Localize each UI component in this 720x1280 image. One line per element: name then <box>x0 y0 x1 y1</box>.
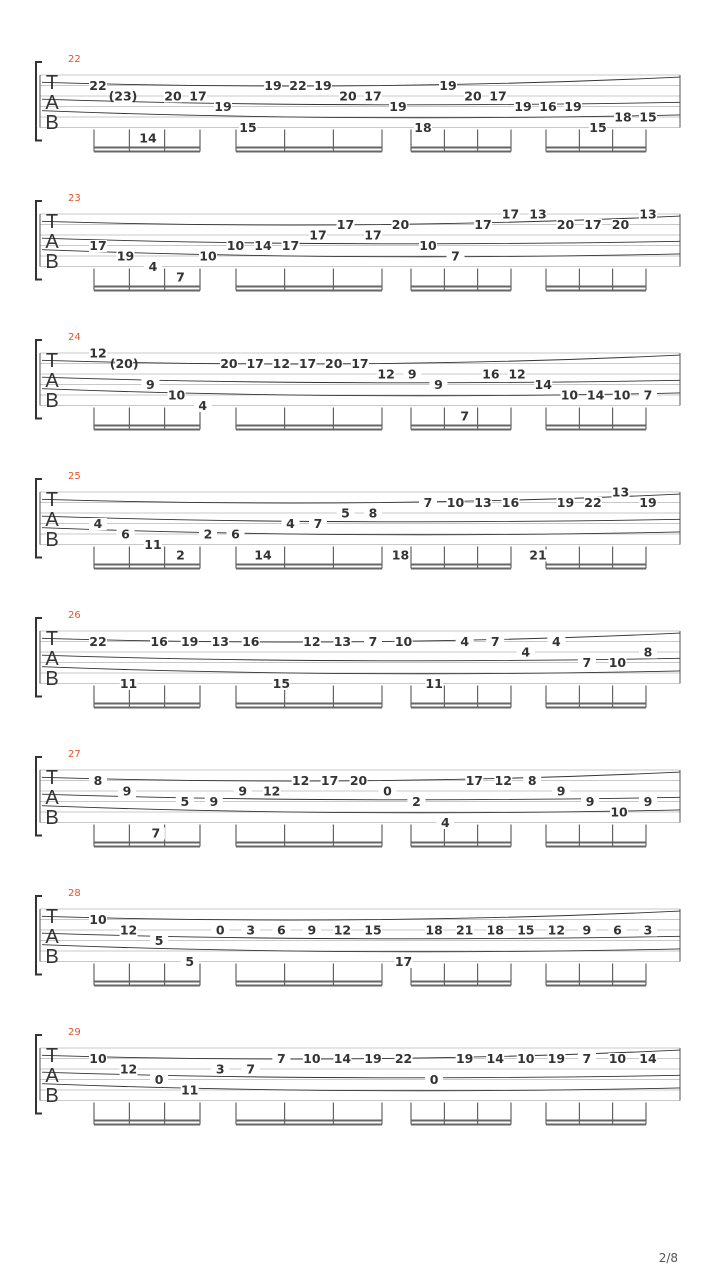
tab-system <box>36 1027 680 1126</box>
fret-number: 10 <box>226 238 245 253</box>
fret-number: 12 <box>494 773 512 788</box>
fret-number: 4 <box>521 644 531 660</box>
fret-number: 22 <box>89 78 107 93</box>
beam-primary <box>546 703 646 705</box>
tab-clef-letter: A <box>45 787 59 809</box>
fret-number: 0 <box>154 1072 164 1087</box>
fret-number: 12 <box>262 783 281 799</box>
tab-system <box>36 332 680 431</box>
beam-secondary <box>94 568 200 570</box>
fret-number: 20 <box>325 356 343 371</box>
measure-number: 25 <box>68 471 81 482</box>
fret-number: 3 <box>215 1061 225 1077</box>
fret-number: 14 <box>586 387 605 403</box>
beam-secondary <box>546 1124 646 1126</box>
fret-number: 7 <box>460 408 470 424</box>
fret-number: 13 <box>211 634 229 649</box>
fret-number: 18 <box>614 109 632 125</box>
fret-number: 9 <box>209 794 219 809</box>
fret-number: 10 <box>394 634 413 649</box>
beam-secondary <box>411 846 511 848</box>
fret-number: 3 <box>246 922 256 938</box>
fret-number: 10 <box>608 655 627 670</box>
fret-number: 7 <box>423 495 433 510</box>
beam-primary <box>411 286 511 288</box>
fret-number: 22 <box>394 1051 413 1066</box>
fret-number: 17 <box>246 356 264 371</box>
beam-primary <box>546 564 646 566</box>
fret-number: 6 <box>121 526 130 542</box>
fret-number: 18 <box>414 120 432 135</box>
fret-number: 15 <box>517 922 535 938</box>
fret-number: 0 <box>215 922 225 938</box>
fret-number: 11 <box>144 537 162 552</box>
beam-primary <box>411 147 511 149</box>
fret-number: 0 <box>383 783 392 799</box>
beam-primary <box>236 842 382 844</box>
beam-secondary <box>546 707 646 709</box>
fret-number: 12 <box>333 922 352 938</box>
beam-primary <box>94 286 200 288</box>
tab-clef-letter: A <box>45 231 59 253</box>
fret-number: 10 <box>199 248 217 264</box>
fret-number: 14 <box>639 1051 657 1066</box>
fret-number: 9 <box>146 377 155 392</box>
fret-number: 10 <box>167 387 186 403</box>
fret-number: 9 <box>556 783 566 799</box>
fret-number: 6 <box>231 526 240 542</box>
beam-secondary <box>94 1124 200 1126</box>
fret-number: 12 <box>377 366 395 382</box>
slide-curve <box>42 77 680 86</box>
fret-number: 6 <box>276 922 286 938</box>
fret-number: 9 <box>307 922 317 938</box>
beam-secondary <box>236 151 382 153</box>
tab-system <box>36 610 680 709</box>
system-bracket <box>36 618 42 697</box>
fret-number: 17 <box>364 88 382 104</box>
beam-secondary <box>411 290 511 292</box>
fret-number: 17 <box>336 217 355 232</box>
fret-number: 13 <box>639 206 657 222</box>
beam-primary <box>236 1120 382 1122</box>
fret-number: 16 <box>482 366 500 382</box>
fret-number: 7 <box>643 387 653 403</box>
fret-number: 7 <box>490 634 500 649</box>
fret-number: 15 <box>589 120 607 135</box>
fret-number: 19 <box>639 495 657 510</box>
page-number: 2/8 <box>658 1251 678 1265</box>
fret-number: 19 <box>264 78 282 93</box>
beam-primary <box>94 703 200 705</box>
fret-number: 11 <box>180 1082 199 1098</box>
beam-primary <box>411 1120 511 1122</box>
measure-number: 23 <box>68 193 81 204</box>
beam-secondary <box>411 568 511 570</box>
fret-number: 2 <box>176 547 185 563</box>
fret-number: 15 <box>639 109 657 125</box>
beam-primary <box>94 1120 200 1122</box>
fret-number: 17 <box>298 356 317 371</box>
fret-number: 14 <box>254 238 272 253</box>
fret-number: 18 <box>425 922 443 938</box>
measure-number: 28 <box>68 888 81 899</box>
beam-secondary <box>411 429 511 431</box>
fret-number: 13 <box>611 484 630 500</box>
fret-number: 7 <box>368 634 378 649</box>
slide-curve <box>42 377 680 383</box>
beam-secondary <box>411 985 511 987</box>
fret-number: 17 <box>281 238 300 253</box>
fret-number: 11 <box>425 676 443 691</box>
fret-number: 20 <box>556 217 575 232</box>
fret-number: 11 <box>119 676 138 691</box>
beam-primary <box>411 425 511 427</box>
beam-secondary <box>546 846 646 848</box>
system-bracket <box>36 479 42 558</box>
fret-number: 14 <box>534 377 552 392</box>
fret-number: 10 <box>89 1051 107 1066</box>
slide-curve <box>42 99 680 105</box>
fret-number: 20 <box>349 773 368 788</box>
fret-number: 19 <box>214 99 232 114</box>
tab-clef-letter: A <box>45 926 59 948</box>
tab-clef-letter: T <box>45 211 59 233</box>
beam-secondary <box>94 985 200 987</box>
tab-system <box>36 888 680 987</box>
fret-number: 4 <box>441 815 450 830</box>
fret-number: 19 <box>556 495 575 510</box>
beam-primary <box>546 842 646 844</box>
fret-number: 17 <box>351 356 369 371</box>
fret-number: 5 <box>180 794 190 809</box>
beam-primary <box>94 147 200 149</box>
fret-number: 21 <box>529 547 547 563</box>
system-bracket <box>36 1035 42 1114</box>
fret-number: 7 <box>246 1061 256 1077</box>
fret-number: 0 <box>429 1072 439 1087</box>
system-bracket <box>36 201 42 280</box>
beam-primary <box>94 425 200 427</box>
fret-number: 9 <box>643 794 653 809</box>
fret-number: 19 <box>514 99 532 114</box>
beam-primary <box>411 564 511 566</box>
measure-number: 24 <box>68 332 81 343</box>
fret-number: 17 <box>189 88 207 104</box>
fret-number: 17 <box>501 206 520 222</box>
beam-secondary <box>236 1124 382 1126</box>
fret-number: 10 <box>303 1051 321 1066</box>
fret-number: 7 <box>151 825 161 841</box>
fret-number: 18 <box>486 922 504 938</box>
fret-number: 10 <box>613 387 631 403</box>
beam-primary <box>94 564 200 566</box>
fret-number: 14 <box>254 547 272 563</box>
fret-number: 12 <box>119 922 138 938</box>
beam-secondary <box>236 290 382 292</box>
fret-number: 4 <box>93 516 103 531</box>
tab-system <box>36 54 680 153</box>
tab-clef-letter: A <box>45 509 59 531</box>
fret-number: 13 <box>529 206 547 222</box>
fret-number: 16 <box>150 634 168 649</box>
slide-curve <box>42 1072 680 1078</box>
fret-number: 9 <box>585 794 595 809</box>
fret-number: 4 <box>286 516 295 531</box>
fret-number: 14 <box>333 1051 352 1066</box>
fret-number: 13 <box>333 634 352 649</box>
fret-number: 16 <box>501 495 520 510</box>
beam-primary <box>236 564 382 566</box>
fret-number: 12 <box>547 922 566 938</box>
fret-number: 17 <box>584 217 602 232</box>
fret-number: 4 <box>460 634 470 649</box>
fret-number: 21 <box>455 922 474 938</box>
fret-number: 19 <box>389 99 407 114</box>
measure-number: 22 <box>68 54 81 65</box>
fret-number: 7 <box>582 1051 592 1066</box>
fret-number: 4 <box>148 259 158 274</box>
beam-primary <box>546 147 646 149</box>
fret-number: 10 <box>419 238 437 253</box>
beam-secondary <box>236 985 382 987</box>
beam-secondary <box>546 985 646 987</box>
fret-number: 9 <box>122 783 132 799</box>
tab-clef-letter: T <box>45 628 59 650</box>
measure-number: 29 <box>68 1027 81 1038</box>
beam-primary <box>236 703 382 705</box>
fret-number: 12 <box>119 1061 138 1077</box>
beam-secondary <box>94 846 200 848</box>
fret-number: 10 <box>560 387 579 403</box>
fret-number: 15 <box>272 676 291 691</box>
fret-number: 4 <box>551 634 561 649</box>
beam-secondary <box>236 707 382 709</box>
tab-system <box>36 193 680 292</box>
fret-number: 8 <box>93 773 103 788</box>
tab-clef-letter: T <box>45 906 59 928</box>
tab-clef-letter: B <box>45 668 59 690</box>
tab-clef-letter: A <box>45 370 59 392</box>
fret-number: (20) <box>109 356 139 371</box>
tab-clef-letter: B <box>45 946 59 968</box>
fret-number: 4 <box>198 398 208 413</box>
fret-number: 5 <box>154 933 164 948</box>
beam-secondary <box>236 568 382 570</box>
beam-secondary <box>546 151 646 153</box>
fret-number: 7 <box>451 248 460 264</box>
system-bracket <box>36 340 42 419</box>
slide-curve <box>42 238 680 244</box>
tab-clef-letter: A <box>45 1065 59 1087</box>
fret-number: 17 <box>394 954 413 969</box>
fret-number: 19 <box>364 1051 382 1066</box>
tab-clef-letter: T <box>45 1045 59 1067</box>
beam-secondary <box>411 1124 511 1126</box>
fret-number: 12 <box>291 773 310 788</box>
tab-system <box>36 471 680 570</box>
tab-clef-letter: T <box>45 767 59 789</box>
fret-number: 12 <box>89 345 107 361</box>
tab-clef-letter: B <box>45 807 59 829</box>
fret-number: 5 <box>185 954 195 969</box>
fret-number: 22 <box>289 78 307 93</box>
fret-number: 20 <box>611 217 630 232</box>
fret-number: 20 <box>464 88 482 104</box>
slide-curve <box>42 516 680 522</box>
beam-primary <box>236 981 382 983</box>
fret-number: 17 <box>309 227 327 243</box>
fret-number: 9 <box>238 783 248 799</box>
fret-number: 7 <box>313 516 323 531</box>
fret-number: 10 <box>608 1051 627 1066</box>
fret-number: 16 <box>242 634 260 649</box>
beam-secondary <box>236 846 382 848</box>
beam-primary <box>236 147 382 149</box>
fret-number: 9 <box>434 377 443 392</box>
tab-clef-letter: B <box>45 1085 59 1107</box>
fret-number: 20 <box>220 356 238 371</box>
beam-secondary <box>94 151 200 153</box>
slide-curve <box>42 633 680 642</box>
tab-clef-letter: T <box>45 489 59 511</box>
fret-number: 16 <box>539 99 557 114</box>
fret-number: 14 <box>486 1051 504 1066</box>
system-bracket <box>36 62 42 141</box>
fret-number: 9 <box>407 366 417 382</box>
tab-clef-letter: B <box>45 112 59 134</box>
beam-secondary <box>94 290 200 292</box>
beam-secondary <box>236 429 382 431</box>
fret-number: 19 <box>180 634 199 649</box>
beam-secondary <box>546 290 646 292</box>
fret-number: 19 <box>564 99 582 114</box>
beam-primary <box>546 286 646 288</box>
tab-system <box>36 749 680 848</box>
tab-clef-letter: B <box>45 529 59 551</box>
fret-number: 10 <box>89 912 107 927</box>
fret-number: 20 <box>164 88 182 104</box>
fret-number: 8 <box>368 505 378 521</box>
fret-number: 17 <box>474 217 492 232</box>
fret-number: 17 <box>489 88 507 104</box>
fret-number: 22 <box>89 634 107 649</box>
fret-number: 13 <box>474 495 492 510</box>
fret-number: 17 <box>465 773 484 788</box>
fret-number: (23) <box>108 88 138 104</box>
fret-number: 17 <box>320 773 339 788</box>
fret-number: 10 <box>610 804 628 820</box>
fret-number: 9 <box>582 922 592 938</box>
measure-number: 26 <box>68 610 81 621</box>
beam-secondary <box>411 707 511 709</box>
fret-number: 7 <box>582 655 592 670</box>
fret-number: 3 <box>643 922 653 938</box>
tab-clef-letter: A <box>45 648 59 670</box>
fret-number: 10 <box>517 1051 535 1066</box>
beam-primary <box>236 425 382 427</box>
tab-systems <box>36 54 680 1126</box>
beam-primary <box>411 842 511 844</box>
fret-number: 19 <box>314 78 332 93</box>
fret-number: 15 <box>239 120 257 135</box>
beam-primary <box>411 703 511 705</box>
fret-number: 12 <box>508 366 526 382</box>
beam-primary <box>94 842 200 844</box>
tab-clef-letter: B <box>45 390 59 412</box>
beam-secondary <box>94 429 200 431</box>
fret-number: 15 <box>364 922 382 938</box>
beam-secondary <box>546 429 646 431</box>
beam-primary <box>411 981 511 983</box>
fret-number: 8 <box>643 644 653 660</box>
beam-primary <box>546 1120 646 1122</box>
beam-primary <box>546 425 646 427</box>
measure-number: 27 <box>68 749 81 760</box>
fret-number: 19 <box>439 78 457 93</box>
fret-number: 7 <box>276 1051 286 1066</box>
fret-number: 18 <box>391 547 410 563</box>
fret-number: 19 <box>116 248 135 264</box>
beam-secondary <box>94 707 200 709</box>
tab-clef-letter: T <box>45 350 59 372</box>
beam-primary <box>236 286 382 288</box>
fret-number: 19 <box>547 1051 566 1066</box>
fret-number: 5 <box>341 505 350 521</box>
beam-primary <box>546 981 646 983</box>
fret-number: 17 <box>89 238 107 253</box>
fret-number: 20 <box>391 217 410 232</box>
fret-number: 6 <box>613 922 622 938</box>
fret-number: 12 <box>272 356 291 371</box>
fret-number: 17 <box>364 227 382 243</box>
system-bracket <box>36 896 42 975</box>
fret-number: 2 <box>203 526 213 542</box>
slide-curve <box>42 911 680 920</box>
tab-clef-letter: A <box>45 92 59 114</box>
beam-secondary <box>546 568 646 570</box>
fret-number: 2 <box>412 794 421 809</box>
fret-number: 19 <box>455 1051 474 1066</box>
fret-number: 8 <box>527 773 537 788</box>
fret-number: 14 <box>139 130 157 146</box>
system-bracket <box>36 757 42 836</box>
fret-number: 12 <box>303 634 321 649</box>
beam-primary <box>94 981 200 983</box>
fret-number: 10 <box>446 495 465 510</box>
fret-number: 20 <box>339 88 357 104</box>
fret-number: 22 <box>584 495 602 510</box>
beam-secondary <box>411 151 511 153</box>
tab-clef-letter: B <box>45 251 59 273</box>
tab-clef-letter: T <box>45 72 59 94</box>
fret-number: 7 <box>176 269 185 285</box>
